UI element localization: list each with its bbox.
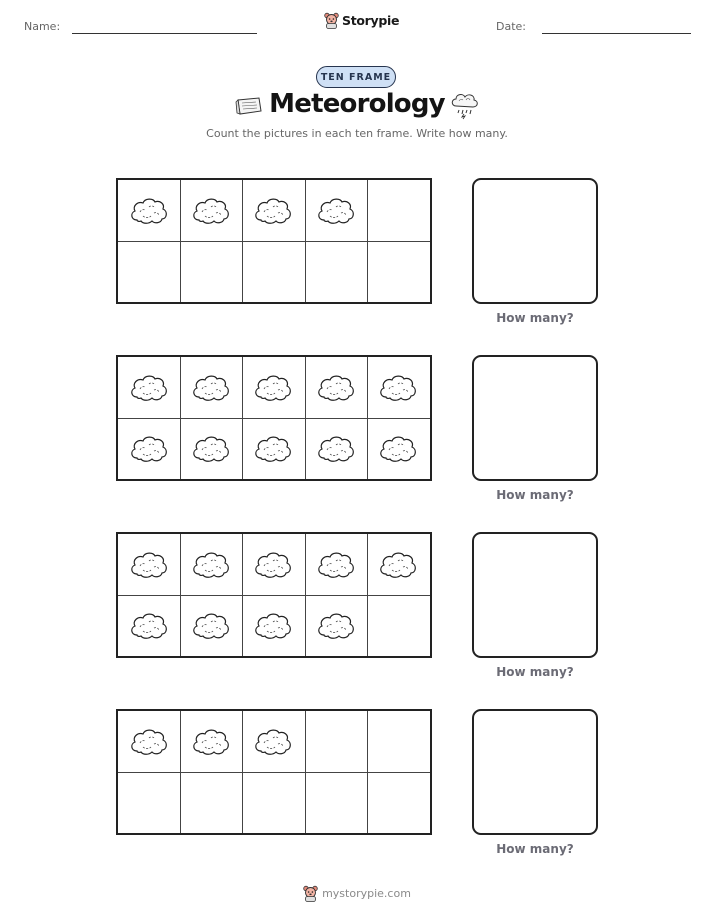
ten-frame-cell	[305, 418, 367, 479]
ten-frame-cell	[242, 180, 304, 241]
ten-frame	[116, 532, 432, 658]
cloud-icon	[377, 371, 419, 405]
answer-box[interactable]	[472, 355, 598, 481]
cloud-icon	[128, 725, 170, 759]
ten-frame-cell	[118, 241, 180, 302]
ten-frame-cell	[367, 595, 429, 656]
ten-frame-cell	[118, 772, 180, 833]
ten-frame-cell	[118, 711, 180, 772]
cloud-icon	[252, 194, 294, 228]
ten-frame-cell	[180, 180, 242, 241]
cloud-icon	[128, 432, 170, 466]
rain-cloud-icon	[450, 90, 480, 120]
ten-frame-cell	[305, 534, 367, 595]
answer-box[interactable]	[472, 532, 598, 658]
cloud-icon	[128, 548, 170, 582]
cloud-icon	[315, 432, 357, 466]
ten-frame-cell	[305, 180, 367, 241]
how-many-label: How many?	[496, 665, 574, 679]
cloud-icon	[315, 548, 357, 582]
ten-frame-cell	[118, 357, 180, 418]
how-many-label: How many?	[496, 488, 574, 502]
bear-mascot-icon	[324, 12, 339, 29]
ten-frame-cell	[367, 241, 429, 302]
footer-url: mystorypie.com	[322, 887, 411, 900]
ten-frame-cell	[180, 357, 242, 418]
ten-frame-cell	[367, 772, 429, 833]
cloud-icon	[252, 432, 294, 466]
ten-frame-cell	[180, 534, 242, 595]
ten-frame-cell	[367, 180, 429, 241]
ten-frame-cell	[118, 534, 180, 595]
ten-frame-cell	[305, 772, 367, 833]
ten-frame-cell	[367, 357, 429, 418]
instructions: Count the pictures in each ten frame. Write how many.	[206, 127, 508, 140]
ten-frame-cell	[242, 711, 304, 772]
date-line[interactable]	[542, 33, 691, 34]
cloud-icon	[377, 432, 419, 466]
ten-frame-cell	[242, 241, 304, 302]
cloud-icon	[315, 609, 357, 643]
how-many-label: How many?	[496, 842, 574, 856]
ten-frame-cell	[180, 711, 242, 772]
ten-frame-cell	[305, 711, 367, 772]
ten-frame-cell	[242, 534, 304, 595]
cloud-icon	[315, 194, 357, 228]
ten-frame-cell	[242, 772, 304, 833]
ten-frame-cell	[242, 595, 304, 656]
ten-frame-cell	[118, 418, 180, 479]
cloud-icon	[190, 548, 232, 582]
ten-frame-cell	[180, 418, 242, 479]
cloud-icon	[377, 548, 419, 582]
brand-logo	[324, 12, 399, 29]
ten-frame-cell	[305, 595, 367, 656]
name-label: Name:	[24, 20, 61, 33]
cloud-icon	[252, 725, 294, 759]
brand-name: Storypie	[342, 13, 400, 28]
ten-frame-cell	[180, 595, 242, 656]
cloud-icon	[128, 609, 170, 643]
ten-frame-cell	[242, 357, 304, 418]
cloud-icon	[190, 432, 232, 466]
ten-frame-cell	[242, 418, 304, 479]
footer	[0, 885, 714, 902]
cloud-icon	[315, 371, 357, 405]
cloud-icon	[190, 725, 232, 759]
cloud-icon	[190, 371, 232, 405]
ten-frame	[116, 355, 432, 481]
ten-frame-cell	[305, 357, 367, 418]
ten-frame-cell	[305, 241, 367, 302]
cloud-icon	[252, 548, 294, 582]
ten-frame-badge: TEN FRAME	[316, 66, 396, 88]
ten-frame-cell	[180, 241, 242, 302]
cloud-icon	[128, 194, 170, 228]
ten-frame	[116, 178, 432, 304]
cloud-icon	[190, 194, 232, 228]
cloud-icon	[190, 609, 232, 643]
ten-frame-cell	[367, 418, 429, 479]
bear-mascot-icon	[303, 885, 318, 902]
cloud-icon	[128, 371, 170, 405]
answer-box[interactable]	[472, 709, 598, 835]
date-label: Date:	[496, 20, 526, 33]
ten-frame-cell	[180, 772, 242, 833]
ten-frame-cell	[367, 534, 429, 595]
ten-frame	[116, 709, 432, 835]
cloud-icon	[252, 371, 294, 405]
ten-frame-cell	[118, 595, 180, 656]
ten-frame-cell	[367, 711, 429, 772]
ten-frame-cell	[118, 180, 180, 241]
page-title: Meteorology	[269, 89, 445, 119]
cloud-icon	[252, 609, 294, 643]
answer-box[interactable]	[472, 178, 598, 304]
how-many-label: How many?	[496, 311, 574, 325]
name-line[interactable]	[72, 33, 257, 34]
